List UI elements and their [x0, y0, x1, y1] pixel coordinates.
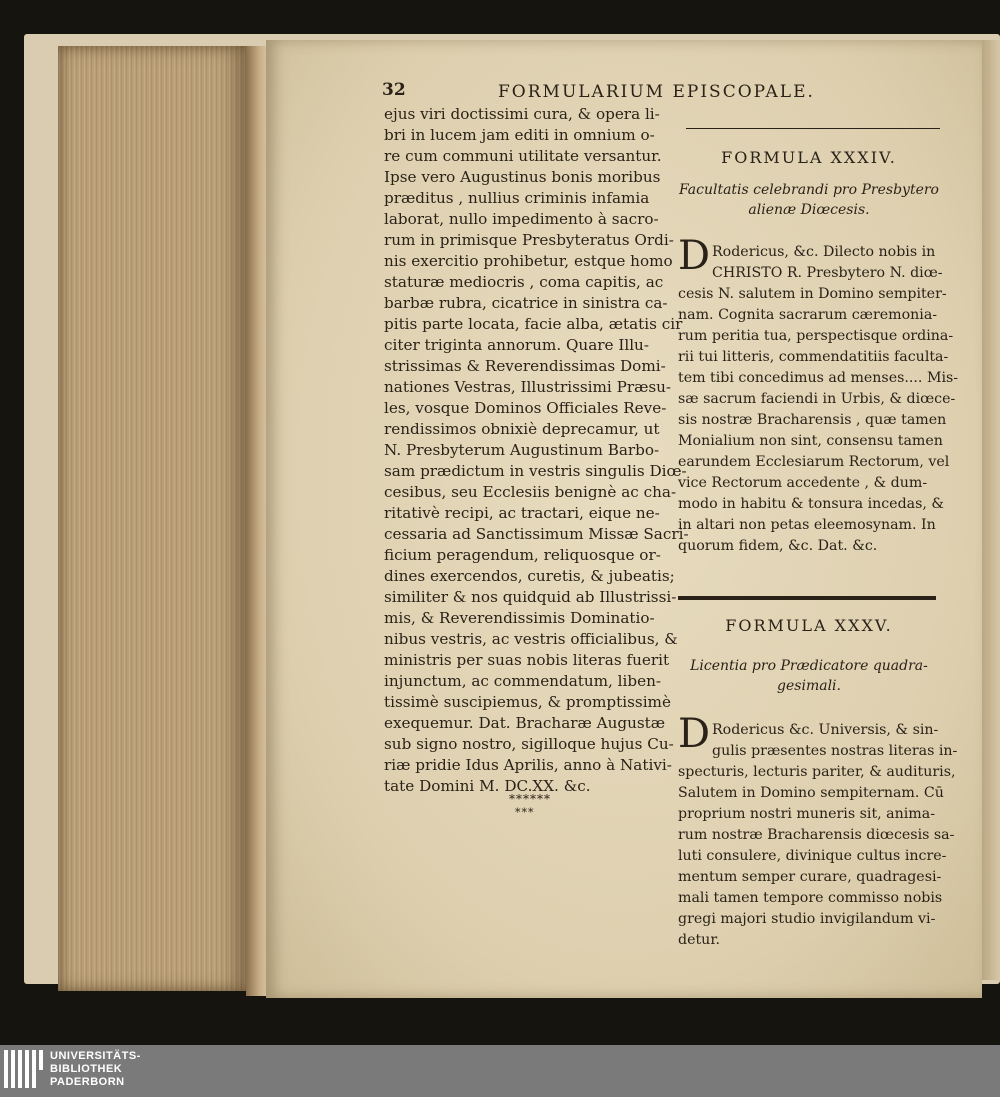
text-line: tate Domini M. DC.XX. &c. — [384, 777, 591, 795]
text-line: sis nostræ Bracharensis , quæ tamen — [678, 412, 947, 428]
text-line: vice Rectorum accedente , & dum- — [678, 475, 928, 491]
formula-35-heading: FORMULA XXXV. — [725, 616, 893, 635]
text-line: tissimè suscipiemus, & promptissimè — [384, 693, 671, 711]
text-line: rendissimos obnixiè deprecamur, ut — [384, 420, 660, 438]
formula-35-subtitle: Licentia pro Prædicatore quadra- — [690, 658, 928, 674]
text-line: proprium nostri muneris sit, anima- — [678, 806, 936, 822]
text-line: Salutem in Domino sempiternam. Cū — [678, 785, 944, 801]
library-logo-icon — [4, 1050, 44, 1088]
text-line: exequemur. Dat. Bracharæ Augustæ — [384, 714, 666, 732]
formula-34-subtitle: alienæ Diœcesis. — [748, 202, 870, 218]
text-line: mali tamen tempore commisso nobis — [678, 890, 943, 906]
text-line: nibus vestris, ac vestris officialibus, & — [384, 630, 678, 648]
text-line: sæ sacrum faciendi in Urbis, & diœce- — [678, 391, 956, 407]
drop-cap: D — [678, 233, 711, 279]
text-line: rii tui litteris, commendatitiis faculta- — [678, 349, 949, 365]
text-line: cesis N. salutem in Domino sempiter- — [678, 286, 947, 302]
text-line: laborat, nullo impedimento à sacro- — [384, 210, 659, 228]
text-line: ejus viri doctissimi cura, & opera li- — [384, 105, 660, 123]
book-page — [266, 40, 982, 998]
text-line: sam prædictum in vestris singulis Diœ- — [384, 462, 687, 480]
formula-35-subtitle: gesimali. — [777, 678, 841, 694]
binding-gutter — [246, 46, 268, 996]
text-line: ritativè recipi, ac tractari, eique ne- — [384, 504, 660, 522]
left-column — [384, 104, 704, 797]
text-line: re cum communi utilitate versantur. — [384, 147, 662, 165]
text-line: specturis, lecturis pariter, & audituris, — [678, 764, 956, 780]
ornament-stars: ****** — [509, 792, 551, 806]
divider-rule — [686, 128, 940, 129]
text-line: ficium peragendum, reliquosque or- — [384, 546, 661, 564]
text-line: nationes Vestras, Illustrissimi Præsu- — [384, 378, 672, 396]
text-line: citer triginta annorum. Quare Illu- — [384, 336, 649, 354]
text-line: nis exercitio prohibetur, estque homo — [384, 252, 673, 270]
text-line: Monialium non sint, consensu tamen — [678, 433, 943, 449]
library-footer — [0, 1045, 1000, 1097]
ornament-stars: *** — [515, 806, 535, 819]
text-line: rum nostræ Bracharensis diœcesis sa- — [678, 827, 955, 843]
text-line: cesibus, seu Ecclesiis benignè ac cha- — [384, 483, 677, 501]
text-line: detur. — [678, 932, 721, 948]
text-line: les, vosque Dominos Officiales Reve- — [384, 399, 667, 417]
text-line: Ipse vero Augustinus bonis moribus — [384, 168, 661, 186]
text-line: tem tibi concedimus ad menses.... Mis- — [678, 370, 959, 386]
text-line: rum in primisque Presbyteratus Ordi- — [384, 231, 674, 249]
text-line: modo in habitu & tonsura incedas, & — [678, 496, 945, 512]
drop-cap: D — [678, 711, 711, 757]
text-line: luti consulere, divinique cultus incre- — [678, 848, 947, 864]
logo-text: UNIVERSITÄTS- — [50, 1050, 141, 1062]
text-line: injunctum, ac commendatum, liben- — [384, 672, 662, 690]
logo-text: PADERBORN — [50, 1076, 125, 1088]
text-line: ministris per suas nobis literas fuerit — [384, 651, 670, 669]
text-line: nam. Cognita sacrarum cæremonia- — [678, 307, 938, 323]
page-number: 32 — [382, 80, 406, 100]
text-line: CHRISTO R. Presbytero N. diœ- — [712, 265, 943, 281]
text-line: riæ pridie Idus Aprilis, anno à Nativi- — [384, 756, 672, 774]
text-line: similiter & nos quidquid ab Illustrissi- — [384, 588, 677, 606]
text-line: in altari non petas eleemosynam. In — [678, 517, 936, 533]
text-line: strissimas & Reverendissimas Domi- — [384, 357, 666, 375]
text-line: dines exercendos, curetis, & jubeatis; — [384, 567, 675, 585]
text-line: gulis præsentes nostras literas in- — [712, 743, 958, 759]
text-line: bri in lucem jam editi in omnium o- — [384, 126, 655, 144]
text-line: N. Presbyterum Augustinum Barbo- — [384, 441, 660, 459]
text-line: Rodericus &c. Universis, & sin- — [712, 722, 939, 738]
page-edges — [58, 46, 248, 991]
text-line: præditus , nullius criminis infamia — [384, 189, 650, 207]
text-line: cessaria ad Sanctissimum Missæ Sacri- — [384, 525, 689, 543]
text-line: staturæ mediocris , coma capitis, ac — [384, 273, 664, 291]
facing-page-edge — [980, 40, 1000, 980]
running-head: FORMULARIUM EPISCOPALE. — [498, 82, 815, 102]
text-line: earundem Ecclesiarum Rectorum, vel — [678, 454, 950, 470]
text-line: rum peritia tua, perspectisque ordina- — [678, 328, 954, 344]
formula-34-subtitle: Facultatis celebrandi pro Presbytero — [679, 182, 939, 198]
text-line: mis, & Reverendissimis Dominatio- — [384, 609, 655, 627]
text-line: barbæ rubra, cicatrice in sinistra ca- — [384, 294, 668, 312]
text-line: gregi majori studio invigilandum vi- — [678, 911, 936, 927]
text-line: Rodericus, &c. Dilecto nobis in — [712, 244, 936, 260]
text-line: sub signo nostro, sigilloque hujus Cu- — [384, 735, 674, 753]
text-line: pitis parte locata, facie alba, ætatis cir — [384, 315, 683, 333]
logo-text: BIBLIOTHEK — [50, 1063, 123, 1075]
divider-rule — [678, 596, 936, 600]
text-line: mentum semper curare, quadragesi- — [678, 869, 942, 885]
text-line: quorum fidem, &c. Dat. &c. — [678, 538, 878, 554]
formula-34-heading: FORMULA XXXIV. — [721, 148, 897, 167]
